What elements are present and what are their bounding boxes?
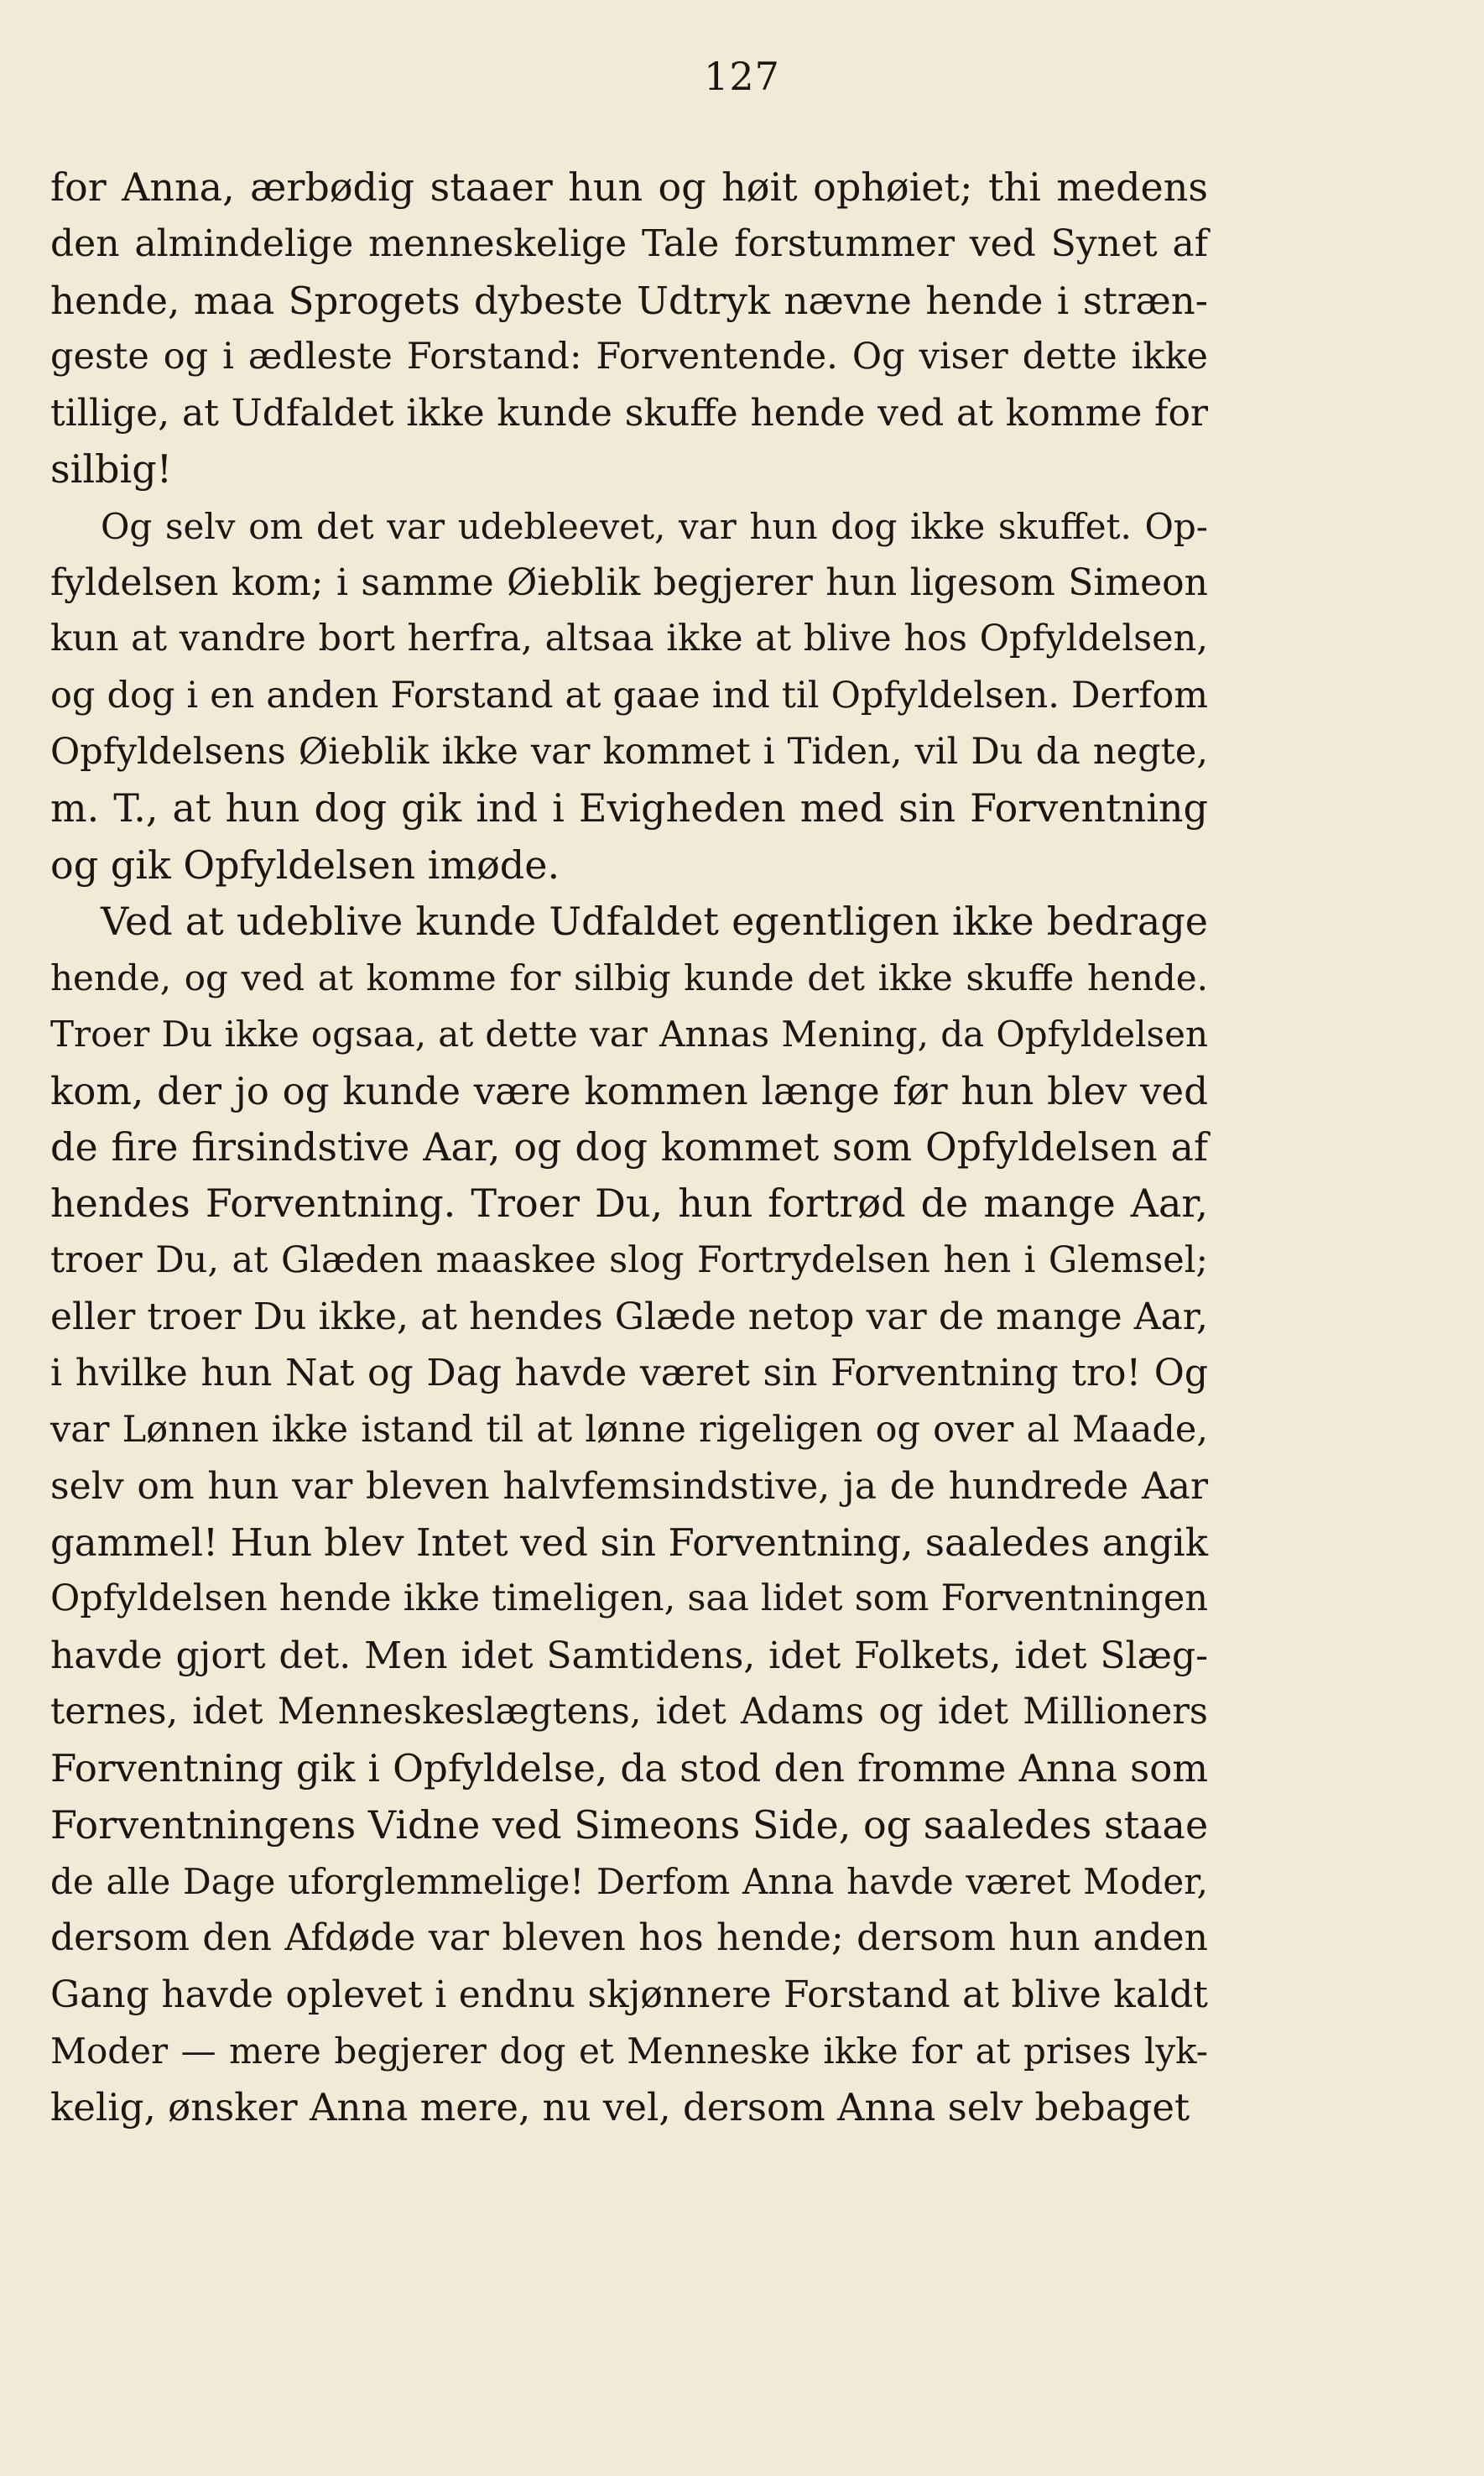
text-line: Troer Du ikke ogsaa, at dette var Annas Mening, da Opfyldelsen — [50, 1014, 1208, 1056]
text-line: for Anna, ærbødig staaer hun og høit ophøiet; thi medens — [50, 164, 1208, 210]
text-line: hende, maa Sprogets dybeste Udtryk nævne hende i stræn- — [50, 278, 1208, 323]
text-line: silbig! — [50, 446, 173, 493]
text-line: de fire firsindstive Aar, og dog kommet som Opfyldelsen af — [50, 1124, 1208, 1170]
text-line: den almindelige menneskelige Tale forstummer ved Synet af — [50, 222, 1208, 266]
text-line: dersom den Afdøde var bleven hos hende; dersom hun anden — [50, 1916, 1208, 1960]
text-line: de alle Dage uforglemmelige! Derfom Anna havde været Moder, — [50, 1860, 1208, 1902]
text-line: og gik Opfyldelsen imøde. — [50, 842, 560, 888]
text-line: kelig, ønsker Anna mere, nu vel, dersom Anna selv bebaget — [50, 2085, 1190, 2130]
text-line: hende, og ved at komme for silbig kunde det ikke skuffe hende. — [50, 957, 1208, 999]
text-line: gammel! Hun blev Intet ved sin Forventning, saaledes angik — [50, 1520, 1208, 1566]
text-line: Forventning gik i Opfyldelse, da stod den fromme Anna som — [50, 1746, 1208, 1791]
text-line: hendes Forventning. Troer Du, hun fortrød de mange Aar, — [50, 1181, 1208, 1227]
text-line: havde gjort det. Men idet Samtidens, idet Folkets, idet Slæg- — [50, 1634, 1208, 1677]
page-number: 127 — [704, 54, 780, 99]
text-line: Gang havde oplevet i endnu skjønnere Forstand at blive kaldt — [50, 1973, 1208, 2016]
text-line: Moder — mere begjerer dog et Menneske ikke for at prises lyk- — [50, 2030, 1208, 2072]
text-line: geste og i ædleste Forstand: Forventende. Og viser dette ikke — [50, 335, 1208, 378]
text-line: troer Du, at Glæden maaskee slog Fortrydelsen hen i Glemsel; — [50, 1238, 1208, 1281]
text-line: Opfyldelsens Øieblik ikke var kommet i Tiden, vil Du da negte, — [50, 730, 1208, 773]
text-line: i hvilke hun Nat og Dag havde været sin Forventning tro! Og — [50, 1352, 1208, 1395]
text-line: selv om hun var bleven halvfemsindstive, ja de hundrede Aar — [50, 1464, 1208, 1508]
text-line: m. T., at hun dog gik ind i Evigheden med sin Forventning — [50, 785, 1208, 831]
text-line: tillige, at Udfaldet ikke kunde skuffe hende ved at komme for — [50, 392, 1208, 435]
text-line: fyldelsen kom; i samme Øieblik begjerer hun ligesom Simeon — [50, 561, 1208, 605]
text-line: Og selv om det var udebleevet, var hun dog ikke skuffet. Op- — [101, 505, 1208, 547]
text-line: kom, der jo og kunde være kommen længe før hun blev ved — [50, 1068, 1208, 1113]
text-line: eller troer Du ikke, at hendes Glæde netop var de mange Aar, — [50, 1295, 1208, 1338]
body-text — [50, 159, 1208, 2135]
text-line: Opfyldelsen hende ikke timeligen, saa lidet som Forventningen — [50, 1577, 1208, 1620]
text-line: kun at vandre bort herfra, altsaa ikke at blive hos Opfyldelsen, — [50, 618, 1208, 660]
text-line: ternes, idet Menneskeslægtens, idet Adams og idet Millioners — [50, 1691, 1208, 1733]
text-line: var Lønnen ikke istand til at lønne rigeligen og over al Maade, — [50, 1408, 1208, 1451]
text-line: og dog i en anden Forstand at gaae ind til Opfyldelsen. Derfom — [50, 674, 1208, 717]
text-line: Forventningens Vidne ved Simeons Side, og saaledes staae — [50, 1801, 1209, 1848]
text-line: Ved at udeblive kunde Udfaldet egentligen ikke bedrage — [101, 898, 1208, 944]
